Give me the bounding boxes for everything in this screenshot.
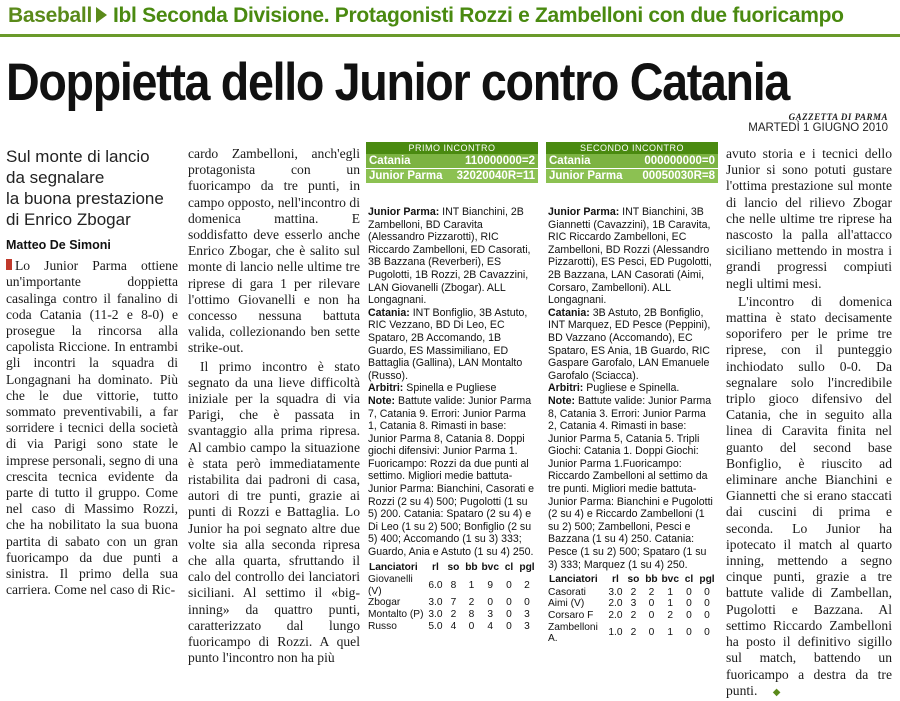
headline: Doppietta dello Junior contro Catania bbox=[6, 53, 789, 112]
stat-cell: 1 bbox=[667, 627, 674, 639]
stat-cell: 2.0 bbox=[608, 598, 623, 610]
stat-cell: 0 bbox=[704, 610, 710, 621]
table-row bbox=[548, 598, 716, 610]
team-name: Catania bbox=[369, 155, 411, 167]
article-paragraph: avuto storia e i tecnici dello Junior si sono potuti gustare l'ottima prestazione sul monte di lancio del rilievo Zbogar che nelle ultime tre riprese ha nascosto la palla all'attacco siciliano mettendo in mostra i grandi progressi compiuti negli ultimi mesi. bbox=[726, 146, 892, 291]
table-row bbox=[368, 574, 536, 597]
subtitle-line: Sul monte di lancio bbox=[6, 147, 150, 166]
pitchers-table bbox=[368, 561, 536, 633]
kicker-title: Ibl Seconda Divisione. Protagonisti Rozzi e Zambelloni con due fuoricampo bbox=[112, 4, 844, 27]
para-label: Junior Parma: bbox=[368, 206, 440, 218]
team-name: Junior Parma bbox=[549, 170, 623, 182]
table-header-row bbox=[368, 561, 536, 575]
stat-cell: 0 bbox=[704, 598, 710, 610]
lineup-paragraph bbox=[368, 206, 536, 307]
stat-cell: 1 bbox=[667, 598, 674, 610]
stat-cell: 0 bbox=[648, 627, 655, 639]
lineup-paragraph bbox=[548, 307, 716, 383]
score-row bbox=[366, 169, 538, 184]
pitcher-name: Aimi (V) bbox=[548, 598, 585, 610]
stat-cell: 2 bbox=[468, 597, 475, 609]
stat-cell: 0 bbox=[704, 586, 710, 598]
end-diamond-icon: ◆ bbox=[772, 686, 781, 698]
inning-line: 110000000=2 bbox=[464, 155, 535, 167]
pitcher-name: Russo bbox=[368, 620, 397, 632]
stat-cell: 4 bbox=[450, 620, 457, 632]
box-score-first-game bbox=[366, 142, 538, 632]
stat-cell: 2 bbox=[667, 610, 674, 621]
para-label: Arbitri: bbox=[548, 382, 584, 395]
para-text: Battute valide: Junior Parma 8, Catania 3. Errori: Junior Parma 2, Catania 4. Rimasti in base: Junior Parma 5, Catania 5. Tripli Giochi: Catania 1. Doppi Giochi: Junior Parma 1.Fuoricampo: Riccardo Zambelloni al settimo da tre punti. Migliori medie battuta-Junior Parma: Bianchini e Pugolotti (2 su 4) e Riccardo Zambelloni (1 su 2) 500; Zambelloni, Pesci e Bazzana (1 su 4) 250. Catania: Pesce (1 su 2) 500; Spataro (1 su 3) 333; Marquez (1 su 4) 250. bbox=[548, 394, 713, 571]
table-row bbox=[368, 621, 536, 633]
byline: Matteo De Simoni bbox=[6, 238, 111, 252]
stat-cell: 4 bbox=[487, 620, 494, 632]
table-row bbox=[548, 622, 716, 645]
inning-line: 000000000=0 bbox=[644, 155, 715, 167]
kicker-rule bbox=[0, 34, 900, 37]
stat-cell: 0 bbox=[704, 627, 710, 639]
para-text: 3B Astuto, 2B Bonfiglio, INT Marquez, ED Pesce (Peppini), BD Vazzano (Accomando), EC Spataro, ES Ania, 1B Guardo, RIC Gaspare Garofalo, LAN Emanuele Garofalo (Sciacca). bbox=[548, 306, 711, 382]
kicker-section: Baseball bbox=[8, 4, 92, 27]
subtitle bbox=[6, 146, 178, 230]
column-header: so bbox=[447, 561, 460, 573]
table-row bbox=[368, 597, 536, 609]
triangle-icon bbox=[96, 7, 107, 23]
stat-cell: 0 bbox=[648, 598, 655, 610]
stat-cell: 0 bbox=[506, 597, 512, 609]
umpires-paragraph bbox=[548, 382, 716, 395]
kicker-text bbox=[8, 4, 844, 28]
para-text: Spinella e Pugliese bbox=[403, 382, 497, 395]
stat-cell: 0 bbox=[506, 580, 512, 592]
stat-cell: 0 bbox=[468, 620, 475, 632]
box-body bbox=[366, 206, 538, 632]
table-header-row bbox=[548, 573, 716, 587]
subtitle-line: da segnalare bbox=[6, 168, 105, 187]
stat-cell: 2 bbox=[524, 580, 530, 592]
stat-cell: 3.0 bbox=[428, 609, 443, 620]
pitcher-name: Zambelloni A. bbox=[548, 621, 598, 645]
column-2 bbox=[188, 146, 360, 667]
subtitle-line: di Enrico Zbogar bbox=[6, 210, 131, 229]
article-paragraph: Lo Junior Parma ottiene un'importante doppietta casalinga contro il fanalino di coda Catania (11-2 e 8-0) e prosegue la rincorsa alla capolista Riccione. In entrambi gli incontri la squadra di Longagnani ha dominato. Più che le due vittorie, tutto sommato preventivabili, a far sorridere i tecnici della società di via Parigi sono state le imprese personali, segno di una crescita tecnica evidente da parte di tutto il gruppo. Come nel caso di Massimo Rozzi, che ha nobilitato la sua buona partita di sabato con un gran fuoricampo da due punti a sinistra. Il primo della sua carriera. Come nel caso di Ric- bbox=[6, 258, 178, 598]
stat-cell: 8 bbox=[450, 580, 457, 592]
para-label: Note: bbox=[368, 394, 396, 407]
article-text bbox=[6, 258, 178, 598]
stat-cell: 7 bbox=[450, 597, 457, 609]
stat-cell: 2 bbox=[630, 627, 637, 639]
stat-cell: 1 bbox=[667, 586, 674, 598]
stat-cell: 0 bbox=[686, 627, 692, 639]
subtitle-line: la buona prestazione bbox=[6, 189, 164, 208]
article-paragraph: cardo Zambelloni, anch'egli protagonista con un fuoricampo da tre punti, in campo opposto, nell'incontro di domenica mattina. E soddisfatto deve esserlo anche Enrico Zbogar, che è salito sul monte di lancio nelle ultime tre riprese di gara 1 per rilevare l'ottimo Giovanelli e non ha concesso nessuna battuta valida, collezionando ben sette strike-out. bbox=[188, 146, 360, 356]
team-name: Junior Parma bbox=[369, 170, 443, 182]
column-1 bbox=[6, 146, 178, 598]
stat-cell: 5.0 bbox=[428, 620, 443, 632]
box-header: SECONDO INCONTRO bbox=[546, 142, 718, 154]
stat-cell: 3 bbox=[487, 609, 494, 620]
pitcher-name: Giovanelli (V) bbox=[368, 574, 413, 597]
inning-line: 32020040R=11 bbox=[456, 170, 535, 182]
para-text: Battute valide: Junior Parma 7, Catania 9. Errori: Junior Parma 1, Catania 8. Rimasti in base: Junior Parma 8, Catania 8. Doppi giochi difensivi: Junior Parma 1. Fuoricampo: Rozzi da due punti al settimo. Migliori medie battuta-Junior Parma: Bianchini, Casorati e Rozzi (2 su 4) 500; Pugolotti (1 su 5) 200. Catania: Spataro (2 su 4) e Di Leo (1 su 2) 500; Bonfiglio (2 su 5) 400; Accomando (1 su 3) 333; Guardo, Ania e Astuto (1 su 4) 250. bbox=[368, 394, 535, 559]
column-header: Lanciatori bbox=[369, 561, 418, 573]
stat-cell: 3 bbox=[524, 620, 530, 632]
notes-paragraph bbox=[548, 395, 716, 571]
lineup-paragraph bbox=[548, 206, 716, 307]
stat-cell: 0 bbox=[506, 609, 512, 620]
column-header: pgl bbox=[519, 561, 535, 573]
stat-cell: 8 bbox=[468, 609, 475, 620]
stat-cell: 2.0 bbox=[608, 610, 623, 621]
para-label: Catania: bbox=[368, 306, 410, 319]
stat-cell: 0 bbox=[648, 610, 655, 621]
stat-cell: 0 bbox=[686, 598, 692, 610]
para-label: Catania: bbox=[548, 306, 590, 319]
issue-date: MARTEDÌ 1 GIUGNO 2010 bbox=[748, 122, 888, 134]
column-header: rl bbox=[612, 574, 619, 586]
para-text: INT Bianchini, 2B Zambelloni, BD Caravita (Alessandro Pizzarotti), RIC Riccardo Zambelloni, ED Casorati, 3B Bazzana (Reverberi), ES Pugolotti, 1B Rozzi, 2B Cavazzini, LAN Giovanelli (Zbogar). ALL Longagnani. bbox=[368, 206, 531, 307]
paragraph-marker-icon bbox=[6, 259, 12, 270]
stat-cell: 9 bbox=[487, 580, 494, 592]
newspaper-name: GAZZETTA DI PARMA bbox=[788, 112, 888, 122]
column-header: bvc bbox=[481, 561, 499, 573]
score-row bbox=[546, 154, 718, 169]
column-header: bb bbox=[465, 561, 478, 573]
box-score-second-game bbox=[546, 142, 718, 645]
stat-cell: 0 bbox=[686, 586, 692, 598]
stat-cell: 2 bbox=[630, 586, 637, 598]
para-text: INT Bianchini, 3B Giannetti (Cavazzini), 1B Caravita, RIC Riccardo Zambelloni, EC Zambelloni, BD Rozzi (Alessandro Pizzarotti), ES Pesci, ED Pugolotti, 2B Bazzana, LAN Casorati (Aimi, Corsaro, Zambelloni). ALL Longagnani. bbox=[548, 206, 712, 307]
stat-cell: 2 bbox=[648, 586, 655, 598]
stat-cell: 6.0 bbox=[428, 580, 443, 592]
lineup-paragraph bbox=[368, 307, 536, 383]
stat-cell: 3.0 bbox=[608, 586, 623, 598]
para-label: Arbitri: bbox=[368, 382, 404, 395]
inning-line: 00050030R=8 bbox=[642, 170, 715, 182]
score-row bbox=[546, 169, 718, 184]
article-paragraph: Il primo incontro è stato segnato da una lieve difficoltà iniziale per la squadra di via Parigi, che è passata in svantaggio alla prima ripresa. Al cambio campo la situazione è stata però immediatamente ristabilita dai padroni di casa, autori di tre punti, grazie ai punti di Rozzi e Battaglia. Lo Junior ha poi segnato altre due volte sia alla seconda ripresa che alla quarta, sfruttando il calo del controllo dei lanciatori siciliani. Al settimo il «big-inning» da quattro punti, caratterizzato dal lungo fuoricampo di Rozzi. A quel punto l'incontro non ha più bbox=[188, 358, 360, 666]
stat-cell: 3 bbox=[630, 598, 637, 610]
stat-cell: 3.0 bbox=[428, 597, 443, 609]
stat-cell: 2 bbox=[450, 609, 457, 620]
stat-cell: 1 bbox=[468, 580, 475, 592]
column-header: bb bbox=[645, 574, 658, 586]
table-row bbox=[548, 587, 716, 599]
pitcher-name: Casorati bbox=[548, 586, 586, 598]
column-5 bbox=[726, 146, 892, 701]
stat-cell: 0 bbox=[686, 610, 692, 621]
stat-cell: 3 bbox=[524, 609, 530, 620]
stat-cell: 0 bbox=[524, 597, 530, 609]
column-header: rl bbox=[432, 561, 439, 573]
table-row bbox=[548, 610, 716, 622]
pitcher-name: Corsaro F bbox=[548, 610, 594, 621]
stat-cell: 0 bbox=[487, 597, 494, 609]
box-header: PRIMO INCONTRO bbox=[366, 142, 538, 154]
table-row bbox=[368, 609, 536, 621]
stat-cell: 0 bbox=[506, 620, 512, 632]
stat-cell: 1.0 bbox=[608, 627, 623, 639]
para-label: Note: bbox=[548, 394, 576, 407]
column-header: pgl bbox=[699, 574, 715, 586]
para-text: Pugliese e Spinella. bbox=[583, 382, 680, 395]
column-header: Lanciatori bbox=[549, 574, 598, 586]
kicker-bar bbox=[0, 0, 900, 38]
team-name: Catania bbox=[549, 155, 591, 167]
stat-cell: 2 bbox=[630, 610, 637, 621]
pitcher-name: Zbogar bbox=[368, 597, 401, 609]
pitchers-table bbox=[548, 573, 716, 645]
notes-paragraph bbox=[368, 395, 536, 559]
score-row bbox=[366, 154, 538, 169]
box-body bbox=[546, 206, 718, 645]
pitcher-name: Montalto (P) bbox=[368, 609, 424, 620]
para-text: INT Bonfiglio, 3B Astuto, RIC Vezzano, BD Di Leo, EC Spataro, 2B Accomando, 1B Guardo, ES Massimiliano, ED Battaglia (Gallina), LAN Montalto (Russo). bbox=[368, 306, 528, 382]
column-header: so bbox=[627, 574, 640, 586]
article-paragraph-final bbox=[726, 294, 892, 701]
umpires-paragraph bbox=[368, 382, 536, 395]
para-label: Junior Parma: bbox=[548, 206, 620, 218]
column-header: bvc bbox=[661, 574, 679, 586]
masthead bbox=[748, 112, 888, 134]
column-header: cl bbox=[684, 574, 694, 586]
column-header: cl bbox=[504, 561, 514, 573]
article-paragraph-text: L'incontro di domenica mattina è stato decisamente soporifero per le prime tre riprese, con il punteggio inchiodato sullo 0-0. Da segnalare solo l'incredibile triplo gioco difensivo del Catania, che in seguito alla linea di Caravita finita nel guanto del second base Bonfiglio, è riuscito ad eliminare anche Bianchini e Giannetti che si erano staccati dai cuscini di prima e seconda. Lo Junior ha ipotecato il match al quarto inning, mettendo a segno cinque punti, grazie a tre battute valide di Zambellan, Pugolotti e Bazzana. Al settimo Riccardo Zambelloni ha posto il definitivo sigillo sul match, battendo un fuoricampo a destra da tre punti. bbox=[726, 293, 892, 698]
